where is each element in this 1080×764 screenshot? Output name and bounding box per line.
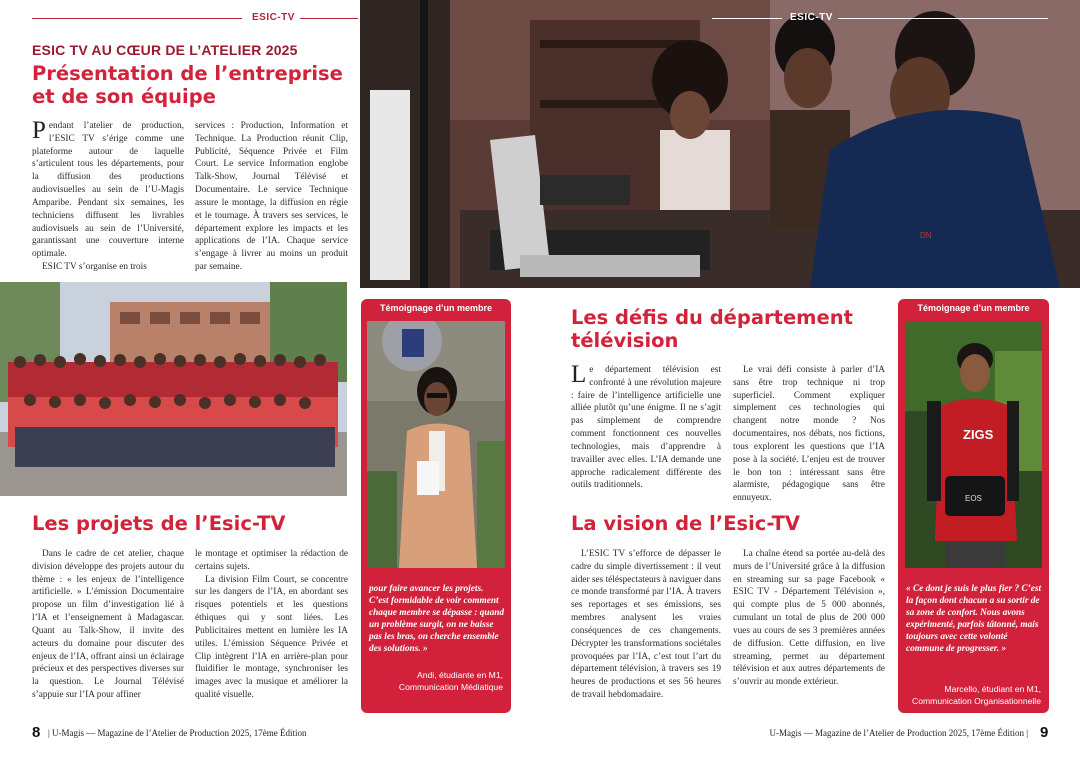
defis-column-1 [571,361,721,492]
vision-title: La vision de l’Esic-TV [571,512,800,535]
intro-paragraph-2: ESIC TV s’organise en trois [42,262,147,273]
dropcap: P [32,117,46,144]
vision-paragraph-2: La chaîne étend sa portée au-delà des murs de l’Université grâce à la diffusion en streaming sur sa page Facebook « ESIC TV - Département Télévision », qui compte plus de 5 000 abonnés, cumulant un total de plus de 200 000 vues au cours de ses 3 premières années de diffusion. Cette diffusion, en live streaming, permet au département télévision et aux autres départements de s’ouvrir au monde extérieur. [733,549,885,688]
intro-column-2 [195,120,348,274]
projets-title: Les projets de l’Esic-TV [32,512,286,535]
projets-column-2 [195,548,348,702]
projets-paragraph-3: La division Film Court, se concentre sur les dangers de l’IA, en abordant ses risques potentiels et les questions éthiques qui y sont liées. Les Publicitaires mettent en lumière les IA utiles. L’émission Séquence Privée et Clip intègrent l’IA en arrière-plan pour fluidifier le montage, synchroniser les images avec la musique et améliorer la qualité visuelle. [195,574,348,701]
footer-right: U-Magis — Magazine de l’Atelier de Production 2025, 17ème Édition | [769,728,1028,738]
testimony-photo-2 [905,321,1042,568]
testimony-card-1 [361,299,511,713]
testimony-quote-2: « Ce dont je suis le plus fier ? C’est la façon dont chacun a su sortir de sa zone de confort. Nous avons expérimenté, parfois tâtonné, mais toujours avec cette volonté commune de progresser. » [906,584,1042,655]
dropcap: L [571,361,587,388]
footer-left: | U-Magis — Magazine de l’Atelier de Production 2025, 17ème Édition [48,728,307,738]
vision-paragraph-1: L’ESIC TV s’efforce de dépasser le cadre du simple divertissement : il veut aider ses téléspectateurs à naviguer dans ce monde transformé par l’IA. À travers ses reportages et ses émissions, ses membres analysent les vraies conséquences de ces changements. Décrypter les transformations sociétales provoquées par l’IA, c’est tout l’art du département télévision, à travers ses 19 heures de productions et ses 56 heures de travail hebdomadaire. [571,549,721,701]
testimony-card-2 [898,299,1049,713]
header-rule-right-a [712,18,782,19]
bag-logo: EOS [965,494,982,503]
testimony-name-2: Marcello, étudiant en M1, [944,684,1041,694]
page-number-left: 8 [32,724,41,741]
testimony-name-1: Andi, étudiante en M1, [417,670,503,680]
testimony-title-1: Témoignage d’un membre [379,303,493,313]
projets-column-1 [32,548,184,702]
page-number-right: 9 [1040,724,1049,741]
testimony-photo-1 [367,321,505,568]
defis-column-2 [733,364,885,505]
vision-column-1 [571,548,721,702]
studio-photo [360,0,1080,288]
testimony-role-2: Communication Organisationnelle [912,696,1041,707]
header-rule-left-b [300,18,358,19]
shirt-logo: ZIGS [963,427,994,442]
defis-paragraph-1: e département télévision est confronté à une révolution majeure : faire de l’intelligence artificielle une alliée plutôt qu’une énigme. Il ne s’agit pas simplement de comprendre comment fonctionnent ces nouvelles technologies, mais d’apprendre à travailler avec elles. L’IA demande une approche radicalement différente des outils traditionnels. [571,365,721,491]
intro-title: Présentation de l’entreprise et de son équipe [32,62,343,108]
testimony-title-2: Témoignage d’un membre [917,303,1030,313]
intro-paragraph-3: services : Production, Information et Technique. La Production réunit Clip, Publicité, Séquence Privée et Film Court. Le service Information englobe Talk-Show, Journal Télévisé et Documentaire. Le service Technique assure le montage, la diffusion en régie et le tournage. À travers ses services, le département explore les impacts et les applications de l’IA. Chaque service s’engage à livrer au moins un produit par semaine. [195,121,348,273]
intro-column-1 [32,117,184,274]
header-rule-right-b [838,18,1048,19]
header-rule-left-a [32,18,242,19]
projets-paragraph-2: le montage et optimiser la rédaction de certains sujets. [195,549,348,572]
testimony-role-1: Communication Médiatique [398,682,503,693]
testimony-signature-2 [904,683,1041,708]
intro-paragraph-1: endant l’atelier de production, l’ESIC TV s’érige comme une plateforme autour de laquelle s’articulent tous les départements, pour la diffusion des productions audiovisuelles au sein de l’U-Magis Amparibe. Pendant six semaines, les techniciens diffusent les livrables audiovisuels au sein de l’Université, garantissant une couverture interne optimale. [32,121,184,260]
group-photo [0,282,347,496]
article-kicker: ESIC TV AU CŒUR DE L’ATELIER 2025 [32,42,298,58]
projets-paragraph-1: Dans le cadre de cet atelier, chaque division développe des projets autour du thème : « les enjeux de l’intelligence artificielle. » L’émission Documentaire propose un film d’investigation lié à l’IA et l’enseignement à Madagascar. Quant au Talk-Show, il invite des acteurs du domaine pour discuter des enjeux de l’IA, offrant ainsi un éclairage précieux et des perspectives diverses sur la question. Le Journal Télévisé s’appuie sur l’IA pour affiner [32,549,184,701]
testimony-signature-1 [369,669,503,694]
testimony-quote-1: pour faire avancer les projets. C’est formidable de voir comment chaque membre se dépasse : quand un problème surgit, on ne baisse pas les bras, on cherche ensemble des solutions. » [369,584,505,655]
hoodie-logo: DN [920,231,932,240]
defis-title: Les défis du département télévision [571,306,853,352]
vision-column-2 [733,548,885,689]
header-label-right: ESIC-TV [790,12,833,23]
header-label-left: ESIC-TV [252,12,295,23]
defis-paragraph-2: Le vrai défi consiste à parler d’IA sans être trop technique ni trop superficiel. Comment expliquer simplement ces technologies qui changent notre monde ? Nos documentaires, nos débats, nos fictions, tous explorent les questions que l’IA pose à la société. L’enjeu est de trouver le bon ton : intéressant sans être alarmiste, pédagogique sans être ennuyeux. [733,365,885,504]
